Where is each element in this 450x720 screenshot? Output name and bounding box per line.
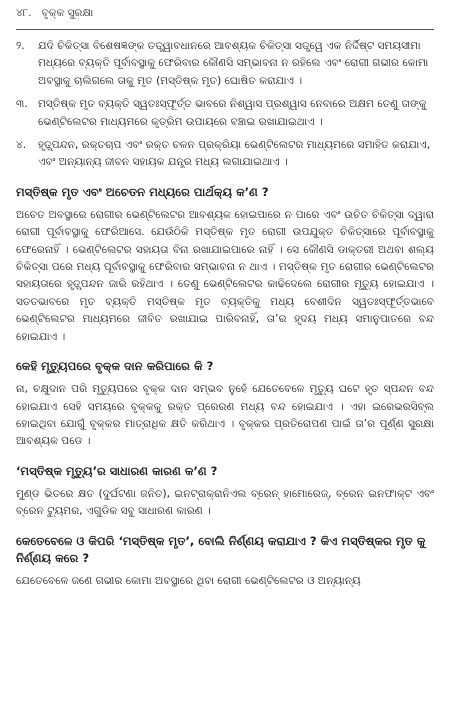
list-item xyxy=(16,137,434,172)
list-item-number: ୩. xyxy=(16,98,28,111)
list-item-number: ୨. xyxy=(16,40,25,52)
section-paragraph: ଅଚେତ ଅବସ୍ଥାରେ ରୋଗୀର ଭେଣ୍ଟିଲେଟର ଆବଶ୍ୟକ ହୋଇପାରେ ନ ପାରେ ଏବଂ ଉଚିତ ଚିକିତ୍ସା ଦ୍ୱାରା ରୋଗୀ ପୂର୍ବାବସ୍ଥାକୁ ଫେରିଆସେ. ଯେଉଁଠିକି ମସ୍ତିଷ୍କ ମୃତ ରୋଗୀ ଉପଯୁକ୍ତ ଚିକିତ୍ସାରେ ପୂର୍ବାବସ୍ଥାକୁ ଫେରେନାହିଁ । ଭେଣ୍ଟିଲେଟର ସହାୟତା ବିନା ରଖାଯାଇପାରେ ନାହିଁ । ସେ କୌଣସି ଡାକ୍ତରୀ ଅଥବା ଶଲ୍ୟ ଚିକିତ୍ସା ପରେ ମଧ୍ୟ ପୂର୍ବାବସ୍ଥାକୁ ଫେରିବାର ସମ୍ଭାବନା ନ ଥାଏ । ମସ୍ତିଷ୍କ ମୃତ ରୋଗୀର ଭେଣ୍ଟିଲେଟର ସହାୟତାରେ ହୃତ୍ସ୍ପନ୍ଦନ ଜାରି ରହିଥାଏ । ତେଣୁ ଭେଣ୍ଟିଲେଟର କାଢିଦେଲେ ରୋଗୀର ମୃତ୍ୟୁ ହୋଇଯାଏ । ସତତଭାବରେ ମୃତ ବ୍ୟକ୍ତି ମସ୍ତିଷ୍କ ମୃତ ବ୍ୟକ୍ତିକୁ ମଧ୍ୟ ବେଶୀଦିନ ସ୍ୱତଃସ୍ଫୂର୍ତ୍ତଭାବେ ଭେଣ୍ଟିଲେଟର ମାଧ୍ୟମରେ ଜୀବିତ ରଖାଯାଇ ପାରିବନାହିଁ, ତା’ର ହୃଦୟ ମଧ୍ୟ ସମାନୁପାତରେ ବନ୍ଦ ହୋଇଯାଏ । xyxy=(16,208,434,343)
list-item-text: ହୃତ୍ସ୍ପନ୍ଦନ, ରକ୍ତଚାପ ଏବଂ ରକ୍ତ ଚଳନ ପ୍ରକ୍ରିୟା ଭେଣ୍ଟିଲେଟର ମାଧ୍ୟମରେ ସମାହିତ କରାଯାଏ, ଏବଂ ଅନ୍ୟାନ୍ୟ ଜୀବନ ସହାୟକ ଯନ୍ତ୍ର ମଧ୍ୟ ଲଗାଯାଇଥାଏ । xyxy=(38,139,431,169)
list-item-number: ୪. xyxy=(16,139,27,152)
page-header xyxy=(16,0,434,27)
list-item-text: ମସ୍ତିଷ୍କ ମୃତ ବ୍ୟକ୍ତି ସ୍ୱତଃସ୍ଫୂର୍ତ୍ତ ଭାବରେ ନିଶ୍ୱାସ ପ୍ରଶ୍ୱାସ ନେବାରେ ଅକ୍ଷମ ତେଣୁ ତାଙ୍କୁ ଭେଣ୍ଟିଲେଟର ମାଧ୍ୟମରେ କୃତ୍ରିମ ଉପାୟରେ ବଞ୍ଚାଇ ରଖାଯାଇଥାଏ । xyxy=(38,98,427,128)
list-item-text: ଯଦି ଚିକିତ୍ସା ବିଶେଷଜ୍ଞଙ୍କ ତତ୍ତ୍ୱାବଧାନରେ ଆବଶ୍ୟକ ଚିକିତ୍ସା ସତ୍ତ୍ୱେ ଏକ ନିର୍ଦ୍ଦିଷ୍ଟ ସମୟସୀମା ମଧ୍ୟରେ ବ୍ୟକ୍ତି ପୂର୍ବାବସ୍ଥାକୁ ଫେରିବାର କୌଣସି ସମ୍ଭାବନା ନ ରହିଲେ ଏବଂ ରୋଗୀ ଗଭୀର କୋମା ଅବସ୍ଥାକୁ ଚାଲିଗଲେ ତାକୁ ମୃତ (ମସ୍ତିଷ୍କ ମୃତ) ଘୋଷିତ କରାଯାଏ । xyxy=(38,40,429,87)
section-heading: ‘ମସ୍ତିଷ୍କ ମୃତ୍ୟୁ’ର ସାଧାରଣ କାରଣ କ’ଣ ? xyxy=(16,463,218,478)
section-heading: କେହି ମୃତ୍ୟୁପରେ ବୃକ୍କ ଦାନ କରିପାରେ କି ? xyxy=(16,359,214,374)
section-paragraph: ମୁଣ୍ଡ ଭିତରେ କ୍ଷତ (ଦୁର୍ଘଟଣା ଜନିତ), ଇନଟ୍ରାକ୍ରାନିଏଲ ବ୍ରେନ୍ ହାମୋରେଜ୍, ବ୍ରେନ ଇନଫାକ୍ଟ ଏବଂ ବ୍ରେନ ଟ୍ୟୁମର, ଏଗୁଡିକ ସବୁ ସାଧାରଣ କାରଣ । xyxy=(16,487,434,518)
list-item xyxy=(16,38,434,90)
section-heading: ମସ୍ତିଷ୍କ ମୃତ ଏବଂ ଅଚେତନ ମଧ୍ୟରେ ପାର୍ଥକ୍ୟ କ’ଣ ? xyxy=(16,184,269,199)
page-number: ୪୮. xyxy=(16,7,32,19)
section-heading: କେତେବେଳେ ଓ କିପରି ‘ମସ୍ତିଷ୍କ ମୃତ’, ବୋଲି ନିର୍ଣ୍ଣୟ କରାଯାଏ ? କିଏ ମସ୍ତିଷ୍କର ମୃତ କୁ ନିର୍ଣ୍ଣୟ କରେ ? xyxy=(16,533,426,565)
header-rule xyxy=(16,29,434,30)
list-item xyxy=(16,96,434,131)
running-title: ବୃକ୍କ ସୁରକ୍ଷା xyxy=(41,7,94,19)
section-paragraph: ଯେତେବେଳେ ଜଣେ ଗଭୀର କୋମା ଅବସ୍ଥାରେ ଥିବା ରୋଗୀ ଭେଣ୍ଟିଲେଟର ଓ ଅନ୍ୟାନ୍ୟ xyxy=(16,574,361,587)
section-paragraph: ନା, ଚକ୍ଷୁଦାନ ପରି ମୃତ୍ୟୁପରେ ବୃକ୍କ ଦାନ ସମ୍ଭବ ନୁହେଁ ଯେତେବେଳେ ମୃତ୍ୟୁ ଘଟେ ହୃତ ସ୍ପନ୍ଦନ ବନ୍ଦ ହୋଇଯାଏ ସେହି ସମୟରେ ବୃକ୍କକୁ ରକ୍ତ ପ୍ରେରଣ ମଧ୍ୟ ବନ୍ଦ ହୋଇଯାଏ । ଏହା ଇରେଭରସିବ୍‌ଲ ହୋଇଥିବା ଯୋଗୁଁ ବୃକ୍କର ମାତ୍ରାଧିକ କ୍ଷତି କରିଥାଏ । ବୃକ୍କର ପ୍ରତିରୋପଣ ପାଇଁ ତା’ର ପୂର୍ଣ୍ଣ ସୁରକ୍ଷା ଆବଶ୍ୟକ ପଡେ । xyxy=(16,383,434,448)
